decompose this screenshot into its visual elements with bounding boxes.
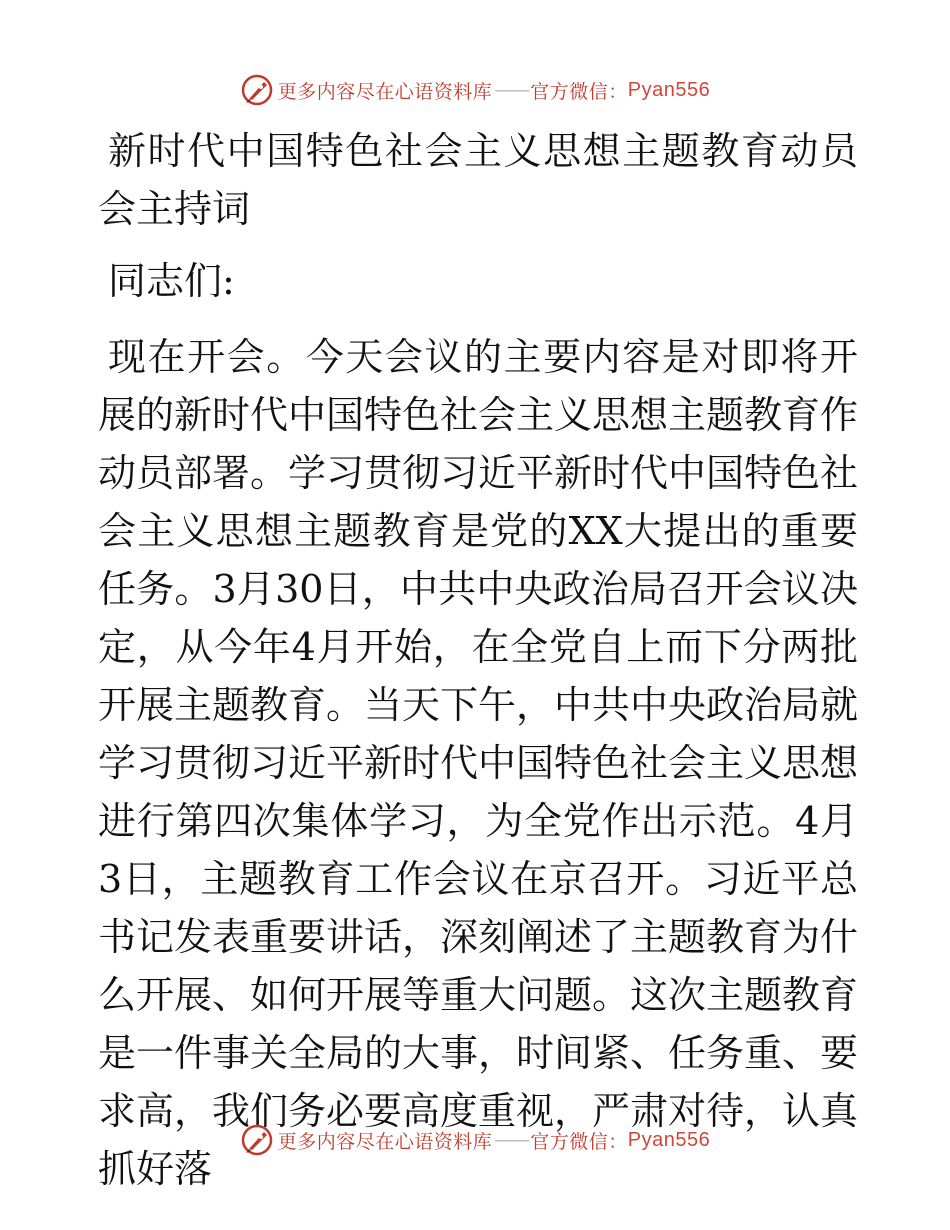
watermark-text: 更多内容尽在心语资料库 — [277, 1130, 493, 1153]
watermark-wechat-id: Pyan556 — [627, 1128, 711, 1151]
watermark-separator: —— — [494, 1129, 529, 1151]
watermark-wechat-label: 官方微信： — [530, 80, 628, 103]
watermark-text: 更多内容尽在心语资料库 — [277, 80, 493, 103]
watermark-footer — [0, 1120, 950, 1160]
watermark-separator: —— — [494, 79, 529, 101]
greeting: 同志们: — [108, 259, 235, 303]
watermark-wechat-id: Pyan556 — [627, 78, 711, 101]
watermark-header — [0, 70, 950, 110]
document-title: 新时代中国特色社会主义思想主题教育动员会主持词 — [98, 129, 858, 231]
quill-pen-icon — [240, 73, 274, 107]
watermark-wechat-label: 官方微信： — [530, 1130, 628, 1153]
quill-pen-icon — [240, 1123, 274, 1157]
body-paragraph: 现在开会。今天会议的主要内容是对即将开展的新时代中国特色社会主义思想主题教育作动员部署。学习贯彻习近平新时代中国特色社会主义思想主题教育是党的XX大提出的重要任务。3月30日，中共中央政治局召开会议决定，从今年4月开始，在全党自上而下分两批开展主题教育。当天下午，中共中央政治局就学习贯彻习近平新时代中国特色社会主义思想进行第四次集体学习，为全党作出示范。4月3日，主题教育工作会议在京召开。习近平总书记发表重要讲话，深刻阐述了主题教育为什么开展、如何开展等重大问题。这次主题教育是一件事关全局的大事，时间紧、任务重、要求高，我们务必要高度重视，严肃对待，认真抓好落 — [98, 335, 859, 1191]
